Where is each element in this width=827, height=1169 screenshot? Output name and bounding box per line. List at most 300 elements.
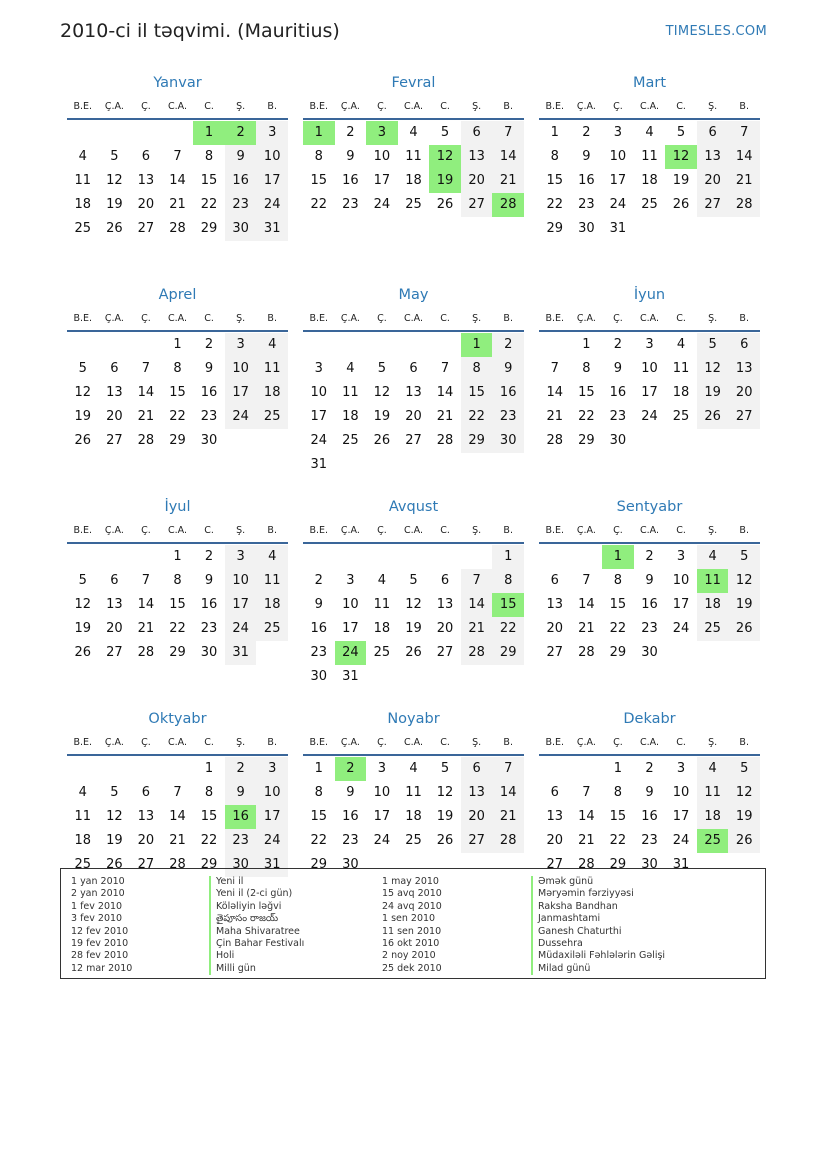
day-cell: 24 <box>373 833 391 848</box>
days-grid <box>67 121 288 241</box>
day-cell: 15 <box>169 597 186 612</box>
day-cell: 22 <box>609 833 627 848</box>
legend-date: 24 avq 2010 <box>382 900 442 912</box>
holiday-day-cell: 3 <box>366 121 398 145</box>
day-cell: 22 <box>578 409 595 424</box>
day-cell: 8 <box>314 149 323 164</box>
weekday-label: Ç.A. <box>576 313 596 324</box>
day-cell: 10 <box>373 785 391 800</box>
day-cell: 2 <box>314 573 323 588</box>
day-cell: 21 <box>546 409 564 424</box>
day-cell: 30 <box>609 433 627 448</box>
day-cell: 14 <box>436 385 454 400</box>
day-cell: 9 <box>204 573 214 588</box>
legend-date: 15 avq 2010 <box>382 888 442 900</box>
day-cell: 5 <box>728 757 760 781</box>
day-cell: 23 <box>492 405 524 429</box>
weekday-label: B. <box>503 313 513 324</box>
day-cell: 8 <box>613 785 623 800</box>
weekday-label: B.E. <box>309 737 329 748</box>
day-cell: 4 <box>409 761 418 776</box>
holiday-day-cell: 19 <box>429 169 461 193</box>
day-cell: 20 <box>461 805 493 829</box>
weekday-label: B.E. <box>73 737 93 748</box>
month-1 <box>303 70 524 282</box>
day-cell: 21 <box>137 621 155 636</box>
day-cell: 20 <box>546 621 564 636</box>
month-name: İyun <box>633 287 666 303</box>
day-cell: 2 <box>225 757 257 781</box>
weekday-label: Ş. <box>708 313 718 324</box>
weekday-header <box>303 96 524 120</box>
day-cell: 20 <box>728 381 760 405</box>
legend-date: 1 sen 2010 <box>382 913 436 925</box>
day-cell: 16 <box>578 173 595 188</box>
day-cell: 19 <box>74 621 92 636</box>
day-cell: 4 <box>256 545 288 569</box>
legend-holiday-name: Əmək günü <box>531 876 665 888</box>
day-cell: 28 <box>578 857 595 872</box>
day-cell: 6 <box>409 361 418 376</box>
day-cell: 6 <box>728 333 760 357</box>
day-cell: 9 <box>346 785 355 800</box>
day-cell: 26 <box>74 433 92 448</box>
weekday-header <box>67 520 288 544</box>
day-cell: 19 <box>405 621 422 636</box>
empty-cell <box>130 121 162 145</box>
day-cell: 25 <box>74 221 92 236</box>
day-cell: 27 <box>436 645 454 660</box>
day-cell: 20 <box>697 169 729 193</box>
weekday-label: Ş. <box>472 737 482 748</box>
empty-cell <box>303 333 335 357</box>
empty-cell <box>461 545 493 569</box>
empty-cell <box>67 333 99 357</box>
day-cell: 10 <box>310 385 328 400</box>
day-cell: 4 <box>409 125 418 140</box>
month-7 <box>303 494 524 706</box>
weekday-label: C. <box>440 313 450 324</box>
day-cell: 8 <box>461 357 493 381</box>
day-cell: 22 <box>310 197 328 212</box>
day-cell: 7 <box>550 361 559 376</box>
day-cell: 20 <box>137 197 155 212</box>
empty-cell <box>130 757 162 781</box>
day-cell: 8 <box>173 573 182 588</box>
weekday-header <box>303 520 524 544</box>
day-cell: 29 <box>310 857 328 872</box>
day-cell: 28 <box>169 221 186 236</box>
day-cell: 23 <box>225 193 257 217</box>
day-cell: 19 <box>436 809 454 824</box>
day-cell: 24 <box>310 433 328 448</box>
day-cell: 12 <box>728 569 760 593</box>
weekday-label: Ş. <box>236 313 246 324</box>
day-cell: 27 <box>546 645 564 660</box>
holiday-day-cell: 1 <box>461 333 493 357</box>
day-cell: 27 <box>461 829 493 853</box>
day-cell: 7 <box>492 757 524 781</box>
day-cell: 20 <box>137 833 155 848</box>
day-cell: 5 <box>676 125 686 140</box>
day-cell: 5 <box>409 573 418 588</box>
day-cell: 31 <box>609 221 627 236</box>
empty-cell <box>539 757 571 781</box>
day-cell: 31 <box>256 853 288 877</box>
days-grid <box>539 121 760 241</box>
day-cell: 8 <box>173 361 182 376</box>
weekday-label: Ç.A. <box>340 737 360 748</box>
day-cell: 11 <box>74 173 92 188</box>
day-cell: 21 <box>436 409 454 424</box>
day-cell: 14 <box>492 145 524 169</box>
day-cell: 10 <box>256 781 288 805</box>
holiday-day-cell: 15 <box>492 593 524 617</box>
day-cell: 26 <box>405 645 422 660</box>
holiday-day-cell: 1 <box>193 121 225 145</box>
day-cell: 11 <box>641 149 658 164</box>
empty-cell <box>429 333 461 357</box>
day-cell: 23 <box>641 621 658 636</box>
day-cell: 27 <box>461 193 493 217</box>
weekday-label: Ç.A. <box>104 737 124 748</box>
empty-cell <box>429 545 461 569</box>
day-cell: 27 <box>697 193 729 217</box>
day-cell: 6 <box>550 573 559 588</box>
day-cell: 25 <box>256 405 288 429</box>
holiday-day-cell: 1 <box>303 121 335 145</box>
holiday-day-cell: 2 <box>335 757 367 781</box>
day-cell: 22 <box>200 833 218 848</box>
day-cell: 13 <box>405 385 422 400</box>
day-cell: 21 <box>492 805 524 829</box>
month-name: Dekabr <box>623 711 676 727</box>
day-cell: 27 <box>405 433 422 448</box>
day-cell: 18 <box>256 381 288 405</box>
day-cell: 7 <box>461 569 493 593</box>
day-cell: 18 <box>256 593 288 617</box>
empty-cell <box>398 333 430 357</box>
empty-cell <box>67 545 99 569</box>
weekday-header <box>303 732 524 756</box>
day-cell: 17 <box>225 381 257 405</box>
day-cell: 18 <box>672 385 690 400</box>
weekday-label: B.E. <box>309 101 329 112</box>
day-cell: 8 <box>314 785 323 800</box>
day-cell: 13 <box>546 809 564 824</box>
day-cell: 13 <box>697 145 729 169</box>
months-grid <box>67 70 760 918</box>
legend-date: 12 fev 2010 <box>71 925 129 937</box>
day-cell: 18 <box>74 197 92 212</box>
day-cell: 29 <box>578 433 595 448</box>
day-cell: 25 <box>697 617 729 641</box>
day-cell: 8 <box>550 149 559 164</box>
days-grid <box>303 545 524 689</box>
day-cell: 17 <box>672 809 690 824</box>
day-cell: 28 <box>137 433 155 448</box>
legend-holiday-name: తైపూసం రాజయ్ <box>209 913 304 925</box>
day-cell: 14 <box>578 597 595 612</box>
empty-cell <box>99 333 131 357</box>
day-cell: 8 <box>204 149 214 164</box>
day-cell: 24 <box>609 197 627 212</box>
day-cell: 17 <box>342 621 359 636</box>
day-cell: 14 <box>461 593 493 617</box>
weekday-label: C.A. <box>639 737 659 748</box>
day-cell: 16 <box>492 381 524 405</box>
day-cell: 6 <box>110 361 119 376</box>
day-cell: 13 <box>137 173 155 188</box>
month-name: Sentyabr <box>616 499 683 515</box>
empty-cell <box>335 545 367 569</box>
brand-link[interactable]: TIMESLES.COM <box>665 24 767 39</box>
weekday-label: Ş. <box>472 101 482 112</box>
day-cell: 8 <box>492 569 524 593</box>
day-cell: 26 <box>697 405 729 429</box>
weekday-label: C.A. <box>403 313 423 324</box>
day-cell: 14 <box>137 597 155 612</box>
empty-cell <box>99 757 131 781</box>
day-cell: 28 <box>169 857 186 872</box>
day-cell: 11 <box>373 597 391 612</box>
day-cell: 21 <box>492 169 524 193</box>
day-cell: 18 <box>641 173 658 188</box>
day-cell: 3 <box>225 545 257 569</box>
month-2 <box>539 70 760 282</box>
day-cell: 6 <box>110 573 119 588</box>
day-cell: 10 <box>641 361 658 376</box>
weekday-label: C. <box>204 525 214 536</box>
day-cell: 23 <box>200 409 218 424</box>
day-cell: 4 <box>78 785 87 800</box>
day-cell: 15 <box>461 381 493 405</box>
day-cell: 27 <box>728 405 760 429</box>
legend-holiday-name: Maha Shivaratree <box>209 926 304 938</box>
weekday-header <box>67 732 288 756</box>
day-cell: 22 <box>200 197 218 212</box>
day-cell: 24 <box>373 197 391 212</box>
month-name: Aprel <box>158 287 197 303</box>
day-cell: 24 <box>641 409 658 424</box>
day-cell: 2 <box>645 761 654 776</box>
weekday-label: Ç. <box>141 313 151 324</box>
holiday-day-cell: 28 <box>492 193 524 217</box>
day-cell: 3 <box>645 337 654 352</box>
day-cell: 29 <box>169 645 186 660</box>
day-cell: 4 <box>78 149 87 164</box>
weekday-label: C.A. <box>167 525 187 536</box>
month-name: Noyabr <box>387 711 440 727</box>
day-cell: 21 <box>169 833 186 848</box>
day-cell: 29 <box>200 857 218 872</box>
day-cell: 16 <box>200 385 218 400</box>
day-cell: 9 <box>582 149 591 164</box>
weekday-label: B.E. <box>545 525 565 536</box>
day-cell: 21 <box>169 197 186 212</box>
day-cell: 12 <box>405 597 422 612</box>
weekday-header <box>539 96 760 120</box>
weekday-label: Ç.A. <box>340 101 360 112</box>
legend-date: 1 fev 2010 <box>71 900 123 912</box>
day-cell: 4 <box>645 125 654 140</box>
weekday-label: B. <box>503 737 513 748</box>
day-cell: 29 <box>546 221 564 236</box>
day-cell: 27 <box>546 857 564 872</box>
day-cell: 6 <box>697 121 729 145</box>
legend-date: 2 yan 2010 <box>71 888 125 900</box>
day-cell: 30 <box>225 853 257 877</box>
day-cell: 16 <box>225 169 257 193</box>
day-cell: 15 <box>609 597 627 612</box>
weekday-label: Ç. <box>141 101 151 112</box>
day-cell: 2 <box>645 549 654 564</box>
day-cell: 24 <box>672 621 690 636</box>
day-cell: 31 <box>672 857 690 872</box>
day-cell: 30 <box>225 217 257 241</box>
day-cell: 1 <box>582 337 591 352</box>
day-cell: 31 <box>256 217 288 241</box>
day-cell: 3 <box>256 121 288 145</box>
day-cell: 7 <box>141 361 151 376</box>
month-name: Mart <box>632 75 667 91</box>
day-cell: 17 <box>373 173 391 188</box>
weekday-header <box>67 308 288 332</box>
holiday-day-cell: 12 <box>429 145 461 169</box>
day-cell: 25 <box>405 197 422 212</box>
day-cell: 24 <box>256 193 288 217</box>
month-5 <box>539 282 760 494</box>
legend-holiday-name: Müdaxiləli Fəhlələrin Gəlişi <box>531 950 665 962</box>
day-cell: 23 <box>342 833 359 848</box>
day-cell: 26 <box>106 857 123 872</box>
weekday-label: Ç. <box>377 313 387 324</box>
day-cell: 1 <box>492 545 524 569</box>
day-cell: 17 <box>641 385 658 400</box>
month-6 <box>67 494 288 706</box>
weekday-header <box>539 732 760 756</box>
day-cell: 1 <box>173 549 182 564</box>
holiday-day-cell: 1 <box>602 545 634 569</box>
day-cell: 20 <box>106 409 123 424</box>
legend-dates-right <box>382 876 442 975</box>
day-cell: 18 <box>373 621 391 636</box>
day-cell: 16 <box>609 385 627 400</box>
day-cell: 5 <box>440 125 450 140</box>
day-cell: 10 <box>256 145 288 169</box>
holiday-day-cell: 16 <box>225 805 257 829</box>
weekday-label: Ç.A. <box>340 313 360 324</box>
weekday-label: B. <box>267 525 277 536</box>
day-cell: 28 <box>436 433 454 448</box>
day-cell: 27 <box>106 433 123 448</box>
day-cell: 9 <box>314 597 323 612</box>
legend-holiday-name: Milad günü <box>531 963 665 975</box>
day-cell: 3 <box>256 757 288 781</box>
day-cell: 20 <box>405 409 422 424</box>
day-cell: 16 <box>641 809 658 824</box>
legend-holiday-name: Janmashtami <box>531 913 665 925</box>
weekday-label: C.A. <box>167 313 187 324</box>
day-cell: 26 <box>74 645 92 660</box>
day-cell: 11 <box>672 361 690 376</box>
day-cell: 14 <box>546 385 564 400</box>
day-cell: 4 <box>377 573 387 588</box>
legend-date: 19 fev 2010 <box>71 938 129 950</box>
day-cell: 11 <box>74 809 92 824</box>
day-cell: 22 <box>169 409 186 424</box>
day-cell: 2 <box>204 549 214 564</box>
weekday-label: C. <box>676 313 686 324</box>
day-cell: 18 <box>405 173 422 188</box>
day-cell: 1 <box>314 761 323 776</box>
weekday-label: Ç. <box>377 525 387 536</box>
weekday-label: C. <box>204 101 214 112</box>
day-cell: 5 <box>78 361 87 376</box>
month-3 <box>67 282 288 494</box>
empty-cell <box>539 333 571 357</box>
day-cell: 19 <box>672 173 690 188</box>
day-cell: 25 <box>342 433 359 448</box>
weekday-label: Ç.A. <box>576 525 596 536</box>
empty-cell <box>335 333 367 357</box>
day-cell: 26 <box>728 829 760 853</box>
day-cell: 5 <box>110 149 119 164</box>
day-cell: 22 <box>169 621 186 636</box>
day-cell: 29 <box>169 433 186 448</box>
legend-holiday-name: Holi <box>209 950 304 962</box>
legend-holiday-name: Yeni il (2-ci gün) <box>209 888 304 900</box>
day-cell: 5 <box>377 361 387 376</box>
day-cell: 1 <box>550 125 559 140</box>
weekday-label: Ç.A. <box>104 313 124 324</box>
weekday-label: B. <box>739 525 749 536</box>
day-cell: 29 <box>492 641 524 665</box>
day-cell: 12 <box>436 785 454 800</box>
day-cell: 12 <box>74 597 92 612</box>
day-cell: 11 <box>342 385 359 400</box>
weekday-label: B. <box>739 313 749 324</box>
day-cell: 26 <box>672 197 690 212</box>
legend-holiday-name: Yeni il <box>209 876 304 888</box>
day-cell: 27 <box>137 857 155 872</box>
weekday-label: B. <box>267 313 277 324</box>
month-8 <box>539 494 760 706</box>
legend-holiday-name: Çin Bahar Festivalı <box>209 938 304 950</box>
weekday-label: B.E. <box>545 313 565 324</box>
day-cell: 12 <box>373 385 391 400</box>
day-cell: 25 <box>672 409 690 424</box>
weekday-label: Ç.A. <box>340 525 360 536</box>
legend-date: 3 fev 2010 <box>71 913 123 925</box>
day-cell: 24 <box>672 833 690 848</box>
day-cell: 7 <box>492 121 524 145</box>
day-cell: 3 <box>377 761 387 776</box>
day-cell: 6 <box>550 785 559 800</box>
empty-cell <box>539 545 571 569</box>
legend-names-left <box>209 876 304 975</box>
empty-cell <box>67 121 99 145</box>
legend-dates-left <box>71 876 132 975</box>
day-cell: 27 <box>106 645 123 660</box>
day-cell: 8 <box>582 361 591 376</box>
day-cell: 20 <box>106 621 123 636</box>
day-cell: 9 <box>492 357 524 381</box>
day-cell: 31 <box>342 669 359 684</box>
weekday-label: C.A. <box>639 101 659 112</box>
day-cell: 9 <box>346 149 355 164</box>
weekday-label: Ç. <box>141 737 151 748</box>
